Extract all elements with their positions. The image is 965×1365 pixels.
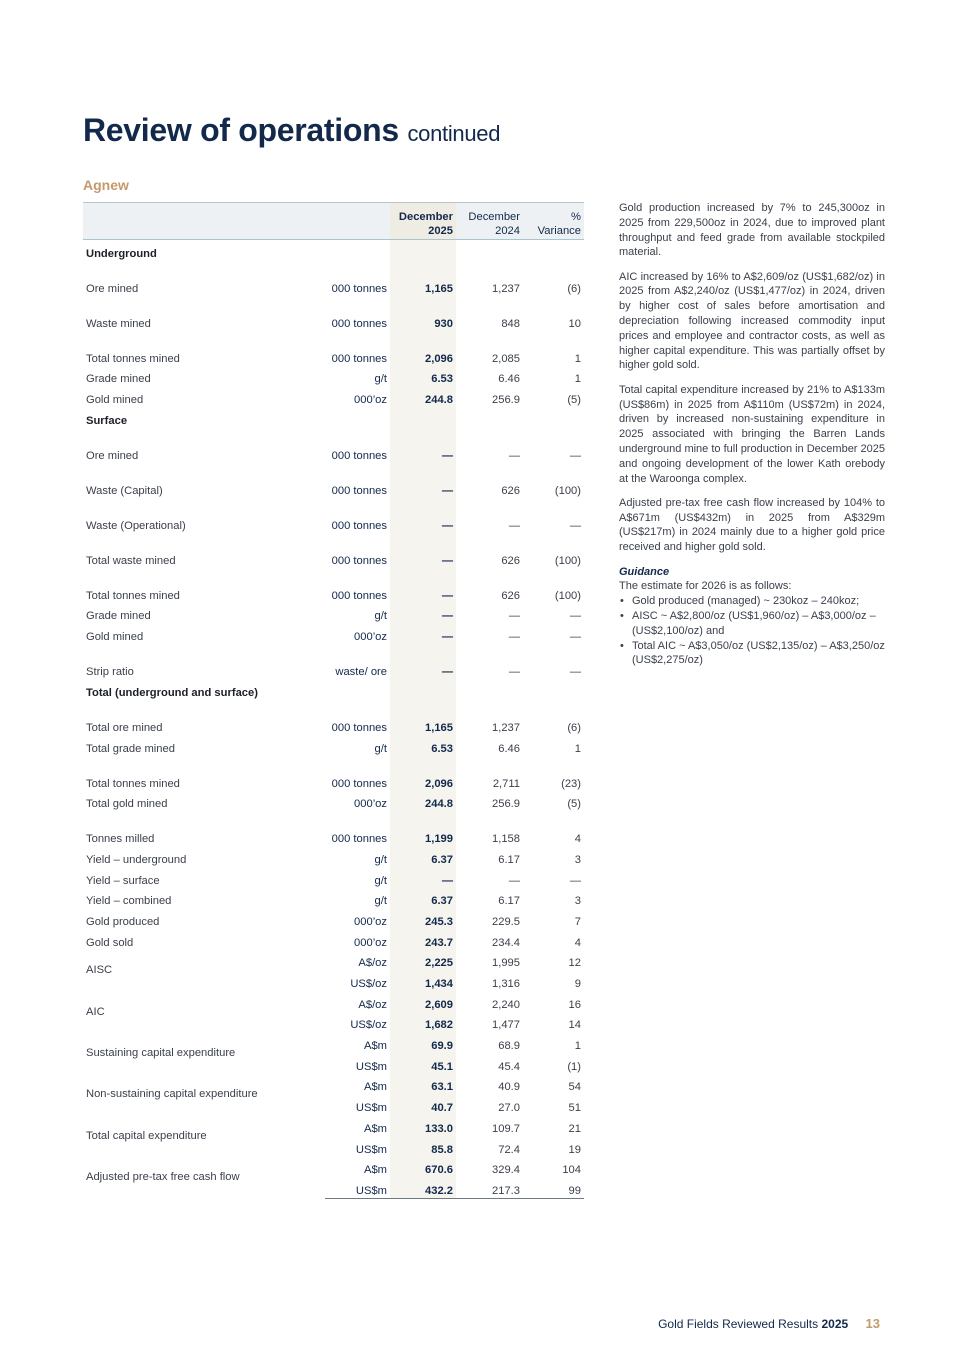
row-unit: US$/oz [350,1019,387,1032]
value-2024 [456,407,523,428]
value-2025 [390,407,456,428]
value-variance [523,240,584,261]
table-row [83,261,584,296]
table-row [83,463,584,498]
operations-table [83,202,584,1199]
table-row [83,386,584,407]
value-variance: 21 [568,1122,581,1135]
row-unit: US$/oz [350,978,387,990]
commentary-paragraph: Adjusted pre-tax free cash flow increased by 104% to A$671m (US$432m) in 2025 from A$329m (US$217m) in 2024 mainly due to a higher gold price received and higher gold sold. [619,496,885,554]
value-2025: 432.2 [390,1177,456,1198]
value-variance: 54 [568,1081,581,1094]
row-unit: US$m [355,1143,387,1156]
row-unit: 000 tonnes [331,352,387,365]
row-label: AISC [86,964,113,977]
row-unit: 000 tonnes [331,589,387,602]
value-variance: 1 [574,742,581,755]
value-2025: 243.7 [390,929,456,950]
value-variance: — [569,631,581,644]
row-unit: 000 tonnes [331,721,387,734]
value-2024: 72.4 [498,1143,520,1156]
row-label: Gold sold [86,936,134,949]
value-2024: 2,240 [492,998,520,1011]
value-variance: (100) [554,554,581,567]
table-header-row [83,203,584,240]
row-label: Grade mined [86,610,151,623]
row-unit: 000 tonnes [331,484,387,497]
value-2024: 234.4 [492,936,520,949]
value-2025: — [390,867,456,888]
value-2025: 244.8 [390,386,456,407]
guidance-heading: Guidance [619,565,670,578]
value-variance: 14 [568,1019,581,1032]
row-label: Total tonnes mined [86,589,180,602]
value-2025: 670.6 [390,1157,456,1178]
header-cell-variance: % Variance [523,203,584,240]
page-title [83,112,500,149]
value-2024: 217.3 [456,1177,523,1198]
page-title-suffix: continued [407,121,501,146]
value-variance: 1 [574,1040,581,1053]
value-2025: 1,165 [390,700,456,735]
value-2025: 6.37 [390,888,456,909]
row-label: Total waste mined [86,554,176,567]
value-2025: 45.1 [390,1053,456,1074]
table-row [83,603,584,624]
table-row [83,296,584,331]
value-variance: (100) [554,589,581,602]
table-row [83,623,584,644]
guidance-list [619,594,885,668]
row-unit: 000 tonnes [331,317,387,330]
commentary-paragraph: Gold production increased by 7% to 245,300oz in 2025 from 229,500oz in 2024, due to improved plant throughput and feed grade from available stockpiled material. [619,202,885,259]
row-label: Total ore mined [86,721,163,734]
table-row [83,366,584,387]
value-2025: — [390,568,456,603]
row-label: Waste mined [86,317,151,330]
row-unit: A$m [363,1081,387,1094]
header-cell-label [83,203,325,240]
value-variance: (6) [567,721,581,734]
row-unit: A$/oz [358,957,387,970]
value-2025: 1,165 [390,261,456,296]
value-2024: 626 [501,484,520,497]
table-section-row [83,240,584,261]
row-label: Ore mined [86,449,139,462]
value-2025: 930 [390,296,456,331]
value-2025: — [390,603,456,624]
header-cell-unit [325,203,390,240]
value-variance: 3 [574,853,581,866]
table-row [83,811,584,846]
value-variance: (5) [567,798,581,811]
value-2025: 40.7 [390,1094,456,1115]
page-title-main: Review of operations [83,112,399,148]
guidance-item: • AISC ~ A$2,800/oz (US$1,960/oz) – A$3,000/oz – (US$2,100/oz) and [619,609,885,639]
guidance-item: • Gold produced (managed) ~ 230koz – 240koz; [619,594,885,609]
value-variance: (1) [567,1060,581,1073]
row-label: Yield – surface [86,874,160,887]
value-2024: 40.9 [498,1081,520,1094]
row-label: Total capital expenditure [86,1129,207,1142]
value-2025: 133.0 [390,1115,456,1136]
value-2024: 229.5 [492,915,520,928]
row-unit [325,240,390,261]
row-unit: 000 tonnes [331,282,387,295]
row-label: Grade mined [86,373,151,386]
value-2025 [390,240,456,261]
value-variance: 1 [574,352,581,365]
row-label: Total tonnes mined [86,352,180,365]
value-2024: 1,158 [492,833,520,846]
row-label: Surface [86,414,128,427]
table-row [83,846,584,867]
row-unit: US$m [325,1177,390,1198]
row-label: Waste (Capital) [86,484,163,497]
row-label: Waste (Operational) [86,519,186,532]
row-label: Total (underground and surface) [86,686,258,699]
value-variance: — [569,874,581,887]
section-heading: Agnew [83,177,129,193]
value-2025: — [390,644,456,679]
value-2025: — [390,428,456,463]
value-2024: 68.9 [498,1040,520,1053]
row-unit: 000’oz [354,631,387,644]
value-2025: 245.3 [390,908,456,929]
value-variance: 10 [568,317,581,330]
value-variance: 51 [568,1102,581,1115]
table-row [83,331,584,366]
value-2024: — [508,666,520,679]
guidance-intro: The estimate for 2026 is as follows: [619,580,792,593]
row-unit: A$/oz [358,998,387,1011]
row-unit: 000 tonnes [331,554,387,567]
table-row [83,568,584,603]
row-label: Ore mined [86,282,139,295]
value-2025: — [390,533,456,568]
value-2024: — [508,874,520,887]
row-unit: g/t [374,853,387,866]
value-2024: 256.9 [492,394,520,407]
value-2024: — [508,519,520,532]
value-2024: 6.17 [498,895,520,908]
value-2024: 6.17 [498,853,520,866]
value-2025 [390,679,456,700]
value-variance: (100) [554,484,581,497]
value-2025: — [390,623,456,644]
header-cell-december-2024: December 2024 [456,203,523,240]
row-label: Total grade mined [86,742,175,755]
value-2025: 6.53 [390,366,456,387]
value-variance: (6) [567,282,581,295]
value-2024 [456,240,523,261]
value-2025: 1,434 [390,970,456,991]
table-row [83,735,584,756]
row-unit: 000 tonnes [331,777,387,790]
value-2024: 848 [501,317,520,330]
value-variance: 99 [523,1177,584,1198]
value-2024: 27.0 [498,1102,520,1115]
table-row [83,888,584,909]
row-unit: 000 tonnes [331,833,387,846]
row-unit: A$m [363,1122,387,1135]
value-variance: 4 [574,936,581,949]
value-2024: 1,237 [492,721,520,734]
row-label: Gold produced [86,915,160,928]
row-unit [325,679,390,700]
row-label: Total gold mined [86,798,168,811]
table-section-row [83,407,584,428]
value-2025: 69.9 [390,1032,456,1053]
value-variance: 16 [568,998,581,1011]
value-2025: 6.53 [390,735,456,756]
header-cell-december-2025: December 2025 [390,203,456,240]
value-2024: 1,316 [492,978,520,990]
row-label: Yield – combined [86,895,172,908]
value-variance: — [569,449,581,462]
value-2024: 329.4 [492,1164,520,1177]
value-2025: 1,199 [390,811,456,846]
row-label: Non-sustaining capital expenditure [86,1088,258,1101]
value-2025: — [390,463,456,498]
row-unit [325,407,390,428]
value-2024: 256.9 [492,798,520,811]
table-row [83,1074,584,1095]
row-label: AIC [86,1005,105,1018]
table-row [83,1115,584,1136]
value-variance: (5) [567,394,581,407]
table-row [83,929,584,950]
value-2024: 6.46 [498,373,520,386]
table-row [83,498,584,533]
row-label: Gold mined [86,394,144,407]
row-label: Total tonnes mined [86,777,180,790]
value-2025: 6.37 [390,846,456,867]
row-unit: 000 tonnes [331,519,387,532]
value-variance: 4 [574,833,581,846]
table-row [83,428,584,463]
value-2024: 45.4 [498,1060,520,1073]
value-variance [523,679,584,700]
value-2025: 1,682 [390,1012,456,1033]
table-row [83,791,584,812]
table-row [83,991,584,1012]
table-section-row [83,679,584,700]
row-unit: 000’oz [354,936,387,949]
table-body [83,240,584,1199]
value-2024 [456,679,523,700]
row-unit: g/t [374,610,387,623]
row-label: Adjusted pre-tax free cash flow [86,1171,240,1184]
value-2025: 2,609 [390,991,456,1012]
row-unit: 000’oz [354,394,387,407]
value-2024: 1,477 [492,1019,520,1032]
row-unit: US$m [355,1102,387,1115]
row-unit: waste/ ore [335,666,387,679]
page-number: 13 [865,1316,880,1331]
table-row [83,1032,584,1053]
row-label: Tonnes milled [86,833,155,846]
value-2024: 2,711 [492,777,520,790]
value-2024: 109.7 [492,1122,520,1135]
value-variance: 12 [568,957,581,970]
value-2024: — [508,631,520,644]
value-2024: — [508,449,520,462]
row-label: Sustaining capital expenditure [86,1047,236,1060]
row-unit: g/t [374,373,387,386]
table-row [83,908,584,929]
value-variance: (23) [561,777,581,790]
row-unit: g/t [374,742,387,755]
value-2024: 2,085 [492,352,520,365]
table-row [83,1157,584,1178]
commentary-column [619,201,885,668]
table-row [83,533,584,568]
table-row [83,700,584,735]
value-variance: — [569,610,581,623]
value-variance: 1 [574,373,581,386]
value-2024: 1,237 [492,282,520,295]
value-2024: 1,995 [492,957,520,970]
value-variance: 3 [574,895,581,908]
value-2025: 85.8 [390,1136,456,1157]
value-variance: 9 [574,978,581,990]
row-unit: g/t [374,895,387,908]
value-2024: — [508,610,520,623]
value-variance: 7 [574,915,581,928]
commentary-paragraph: Total capital expenditure increased by 21% to A$133m (US$86m) in 2025 from A$110m (US$72m) in 2024, driven by increased non-sustaining expenditure in 2025 associated with bringing the Barren Lands underground mine to full production in December 2025 and ongoing development of the lower Kath orebody at the Waroonga complex. [619,383,885,485]
row-label: Underground [86,247,157,260]
row-unit: US$m [355,1060,387,1073]
value-2025: 2,225 [390,950,456,971]
table-row [83,867,584,888]
row-unit: 000’oz [354,915,387,928]
value-variance: 104 [562,1164,581,1177]
row-unit: 000 tonnes [331,449,387,462]
value-variance: 19 [568,1143,581,1156]
value-2024: 6.46 [498,742,520,755]
row-unit: g/t [374,874,387,887]
table-row [83,644,584,679]
row-unit: A$m [363,1164,387,1177]
row-label: Yield – underground [86,853,187,866]
value-variance: — [569,666,581,679]
value-variance [523,407,584,428]
guidance-item: • Total AIC ~ A$3,050/oz (US$2,135/oz) – A$3,250/oz (US$2,275/oz) [619,639,885,669]
page-footer [658,1316,880,1331]
value-2025: 2,096 [390,756,456,791]
table-row [83,950,584,971]
row-label: Gold mined [86,631,144,644]
value-2024: 626 [501,554,520,567]
value-variance: — [569,519,581,532]
row-label: Strip ratio [86,666,134,679]
value-2025: 63.1 [390,1074,456,1095]
row-unit: 000’oz [354,798,387,811]
value-2025: 244.8 [390,791,456,812]
value-2024: 626 [501,589,520,602]
footer-publication: Gold Fields Reviewed Results [658,1317,819,1331]
value-2025: — [390,498,456,533]
row-unit: A$m [363,1040,387,1053]
table-row [83,756,584,791]
commentary-paragraph: AIC increased by 16% to A$2,609/oz (US$1,682/oz) in 2025 from A$2,240/oz (US$1,477/oz) in 2024, driven by higher cost of sales before amortisation and depreciation following increased commodity input prices and employee and contractor costs, as well as higher capital expenditure. This was partially offset by higher gold sold. [619,270,885,372]
footer-year: 2025 [821,1317,849,1331]
value-2025: 2,096 [390,331,456,366]
